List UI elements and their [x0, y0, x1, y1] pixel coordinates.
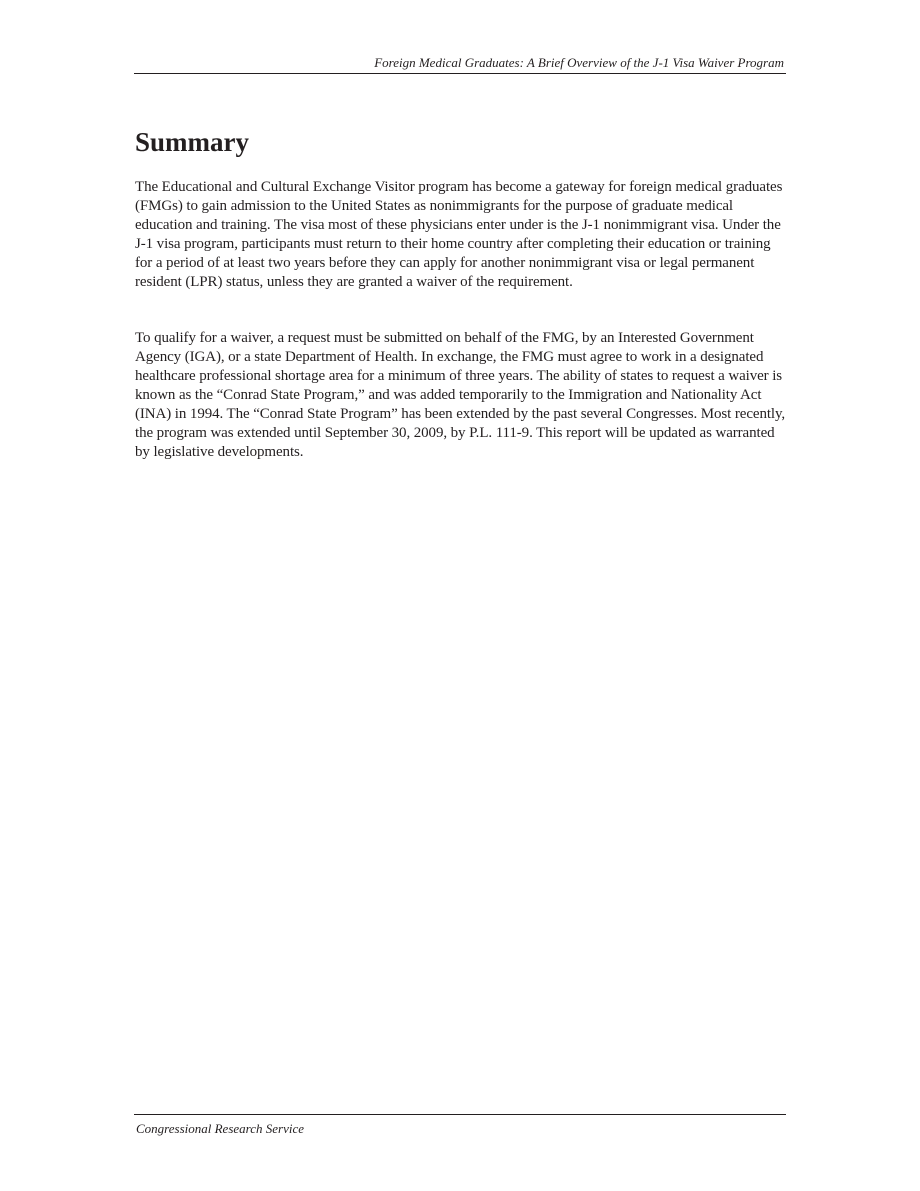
running-header-title: Foreign Medical Graduates: A Brief Overview of the J-1 Visa Waiver Program — [374, 55, 784, 70]
running-footer — [134, 1114, 786, 1136]
summary-paragraph-1: The Educational and Cultural Exchange Visitor program has become a gateway for foreign medical graduates (FMGs) to gain admission to the United States as nonimmigrants for the purpose of graduate medical education and training. The visa most of these physicians enter under is the J-1 nonimmigrant visa. Under the J-1 visa program, participants must return to their home country after completing their education or training for a period of at least two years before they can apply for another nonimmigrant visa or legal permanent resident (LPR) status, unless they are granted a waiver of the requirement. — [135, 179, 783, 290]
summary-paragraph-2: To qualify for a waiver, a request must be submitted on behalf of the FMG, by an Interested Government Agency (IGA), or a state Department of Health. In exchange, the FMG must agree to work in a designated healthcare professional shortage area for a minimum of three years. The ability of states to request a waiver is known as the “Conrad State Program,” and was added temporarily to the Immigration and Nationality Act (INA) in 1994. The “Conrad State Program” has been extended by the past several Congresses. Most recently, the program was extended until September 30, 2009, by P.L. 111-9. This report will be updated as warranted by legislative developments. — [135, 330, 786, 460]
running-header — [134, 55, 786, 74]
summary-heading: Summary — [135, 127, 249, 157]
footer-source: Congressional Research Service — [136, 1121, 304, 1136]
